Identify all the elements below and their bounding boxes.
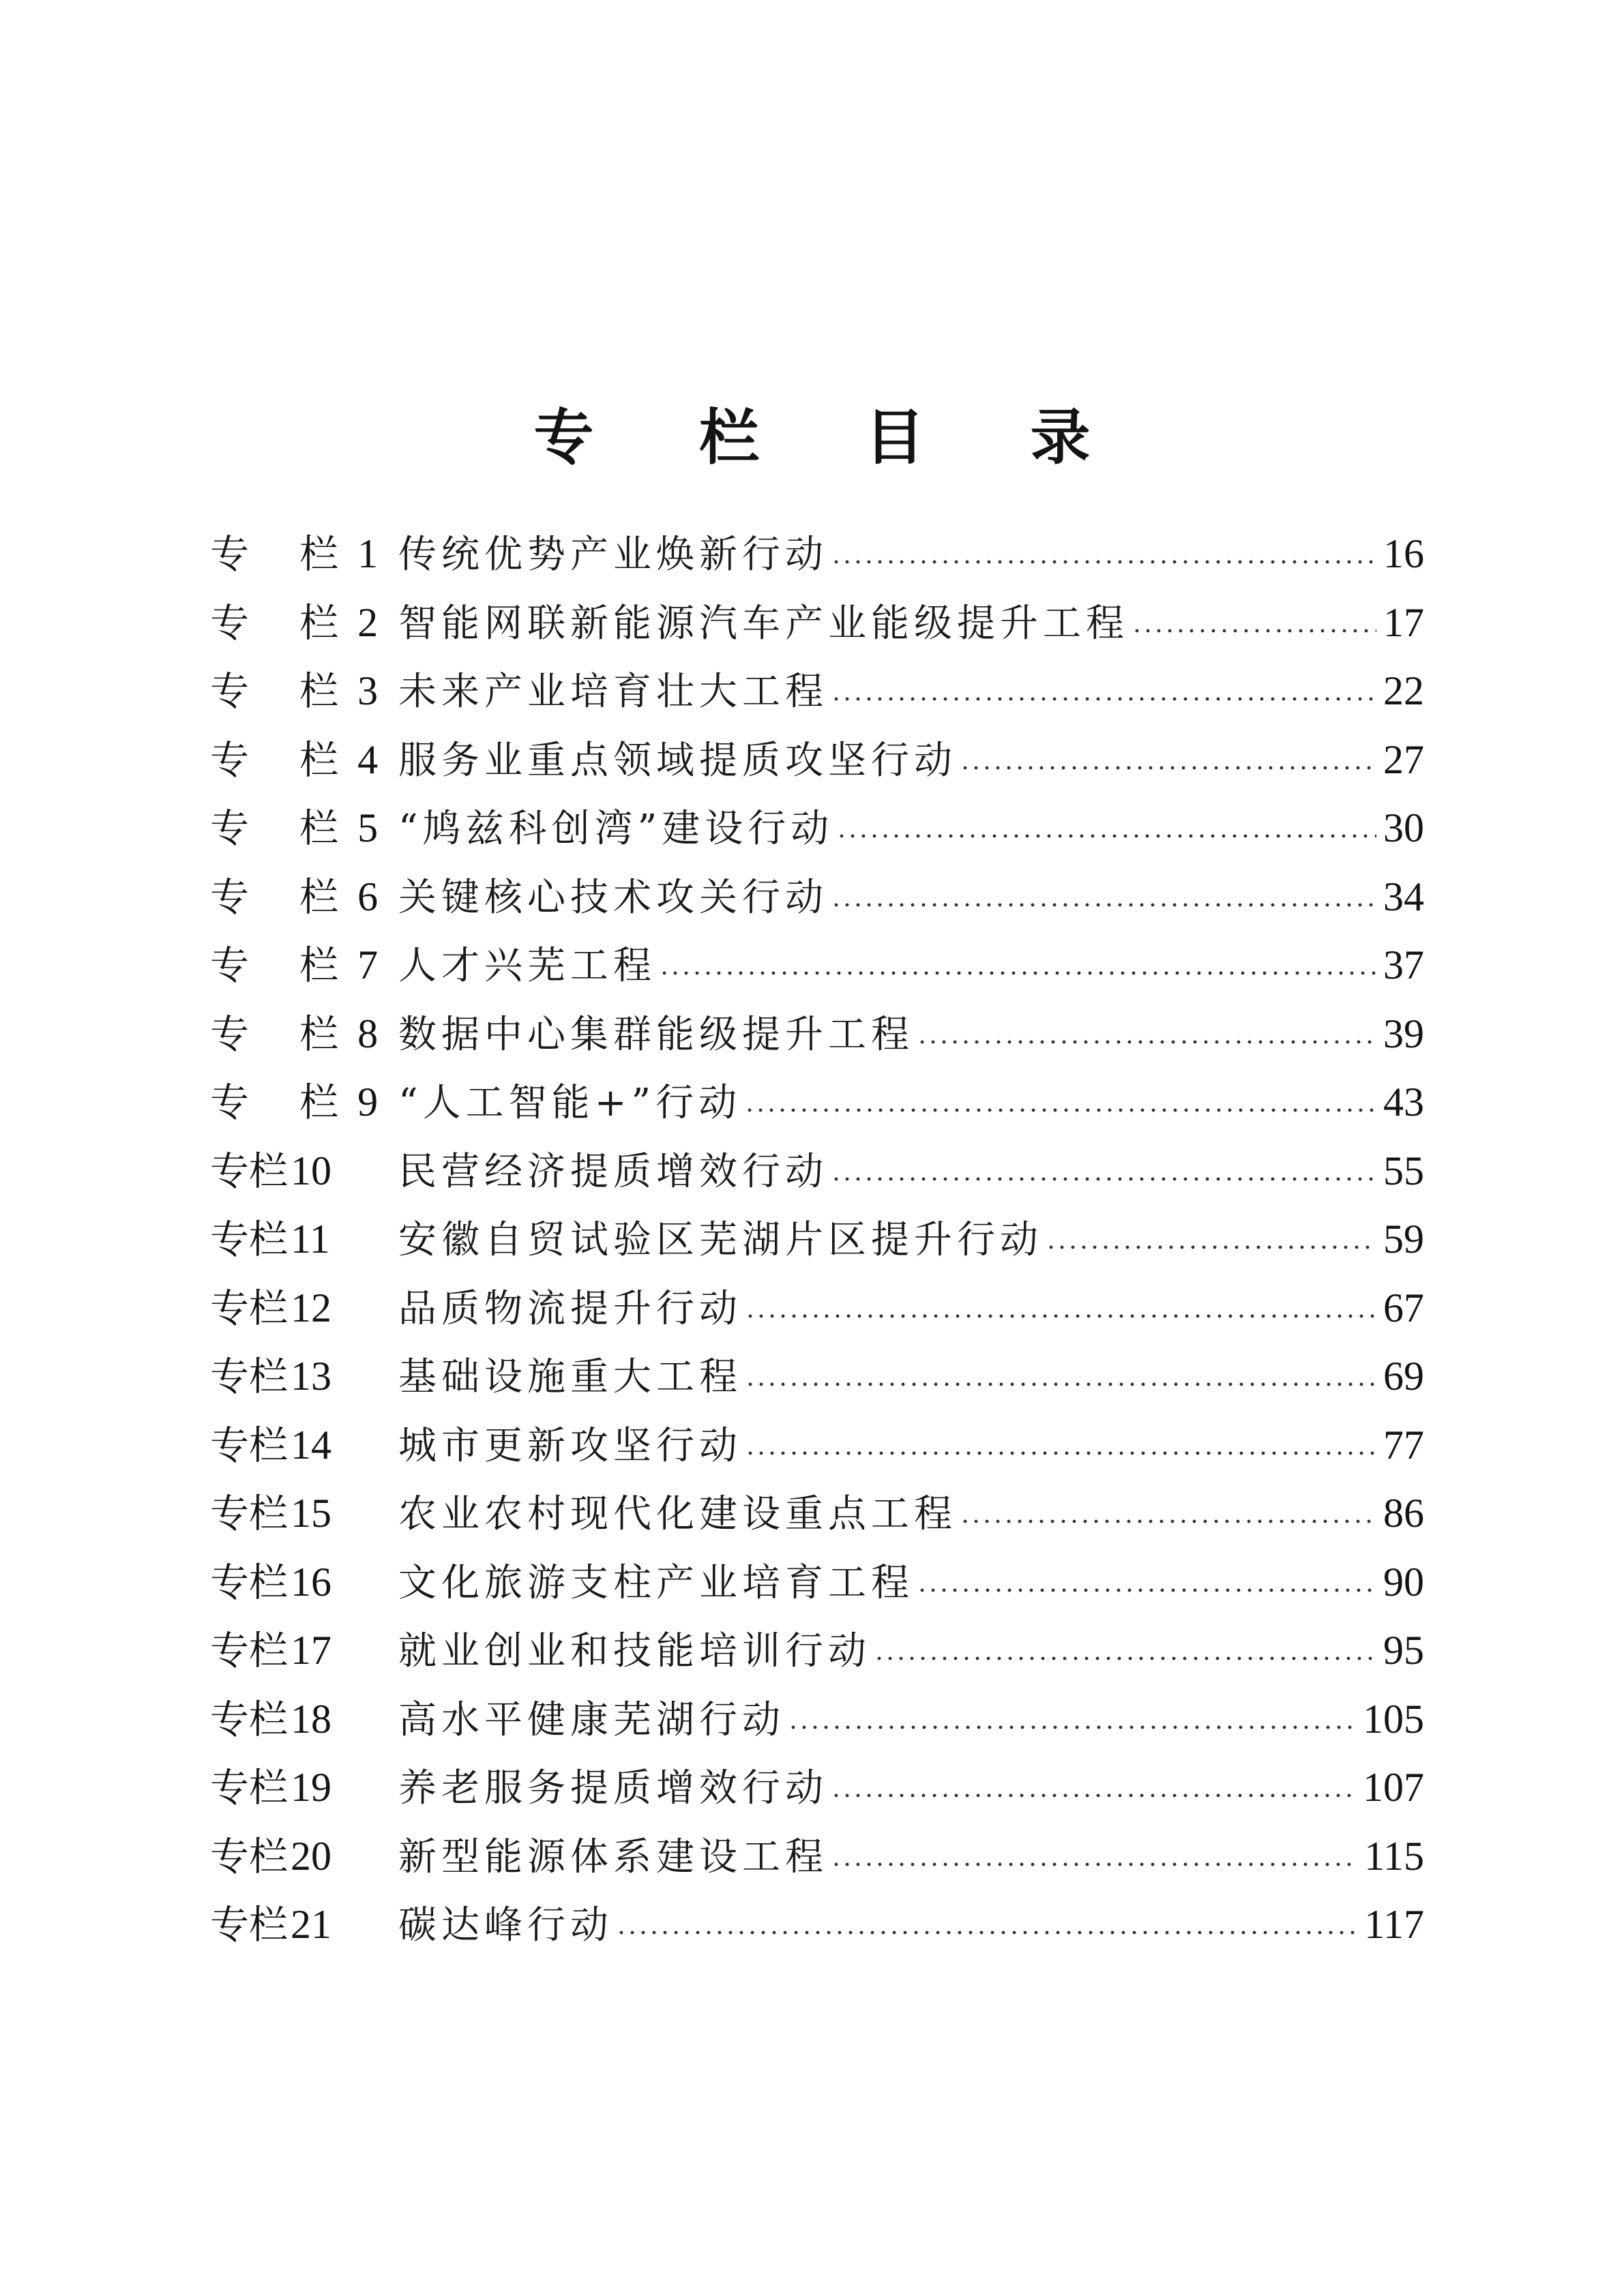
dot-leader <box>831 1793 1356 1798</box>
toc-entry-number: 21 <box>291 1902 331 1947</box>
toc-entry-number: 19 <box>291 1765 331 1810</box>
toc-entry[interactable] <box>210 863 1424 931</box>
toc-entry-prefix: 专栏 <box>210 1560 288 1605</box>
toc-entry-prefix: 专 栏 <box>210 943 358 988</box>
toc-entry-prefix: 专 栏 <box>210 532 358 577</box>
toc-entry-label <box>210 1616 398 1686</box>
toc-entry-number: 16 <box>291 1559 331 1605</box>
toc-entry-page-number: 105 <box>1363 1696 1424 1742</box>
dot-leader <box>836 834 1376 838</box>
toc-entry-number: 10 <box>291 1148 331 1193</box>
toc-entry-prefix: 专栏 <box>210 1903 288 1948</box>
toc-entry[interactable] <box>210 1822 1424 1891</box>
toc-entry-title: 高水平健康芜湖行动 <box>398 1697 785 1742</box>
toc-entry-label <box>210 1068 398 1137</box>
toc-entry-prefix: 专栏 <box>210 1217 288 1262</box>
toc-entry-title: 农业农村现代化建设重点工程 <box>398 1492 957 1536</box>
toc-entry-prefix: 专 栏 <box>210 1011 358 1057</box>
toc-entry-label <box>210 1890 398 1960</box>
toc-entry-label <box>210 726 398 795</box>
toc-entry-page-number: 43 <box>1383 1079 1424 1124</box>
toc-entry-number: 12 <box>291 1285 331 1330</box>
toc-entry[interactable] <box>210 1479 1424 1548</box>
toc-entry-prefix: 专 栏 <box>210 874 358 920</box>
toc-entry-number: 6 <box>357 874 379 919</box>
toc-entry-number: 15 <box>291 1491 331 1536</box>
page-title: 专 栏 目 录 <box>533 402 1133 473</box>
toc-entry-title: 品质物流提升行动 <box>398 1286 742 1331</box>
toc-entry-prefix: 专栏 <box>210 1765 288 1810</box>
toc-entry-page-number: 90 <box>1383 1559 1424 1605</box>
toc-entry-prefix: 专 栏 <box>210 1080 358 1125</box>
toc-entry-prefix: 专 栏 <box>210 806 358 851</box>
dot-leader <box>745 1451 1376 1455</box>
toc-entry-label <box>210 1205 398 1274</box>
toc-entry-page-number: 117 <box>1364 1902 1424 1947</box>
dot-leader <box>917 1588 1376 1592</box>
toc-entry[interactable] <box>210 1616 1424 1685</box>
dot-leader <box>744 1108 1376 1112</box>
toc-entry-prefix: 专栏 <box>210 1285 288 1331</box>
toc-entry-number: 20 <box>291 1833 331 1879</box>
toc-entry-title: 城市更新攻坚行动 <box>398 1423 742 1468</box>
toc-entry-page-number: 16 <box>1383 531 1424 576</box>
toc-entry-title: 新型能源体系建设工程 <box>398 1834 828 1879</box>
toc-entry[interactable] <box>210 1137 1424 1206</box>
toc-entry-number: 11 <box>291 1217 330 1262</box>
dot-leader <box>788 1725 1356 1729</box>
toc-entry-number: 1 <box>357 531 379 576</box>
toc-entry[interactable] <box>210 794 1424 863</box>
toc-entry-number: 9 <box>357 1079 379 1124</box>
toc-entry-number: 4 <box>357 736 379 782</box>
toc-entry-page-number: 115 <box>1364 1833 1424 1879</box>
toc-entry-label <box>210 657 398 726</box>
toc-entry-title: 智能网联新能源汽车产业能级提升工程 <box>398 601 1129 646</box>
toc-entry[interactable] <box>210 520 1424 588</box>
toc-entry[interactable] <box>210 588 1424 657</box>
toc-entry-label <box>210 1548 398 1617</box>
toc-entry-title: 基础设施重大工程 <box>398 1355 742 1399</box>
toc-entry-prefix: 专栏 <box>210 1628 288 1673</box>
toc-entry-label <box>210 1411 398 1480</box>
dot-leader <box>1132 629 1376 633</box>
toc-entry-number: 5 <box>357 805 379 850</box>
toc-entry-number: 14 <box>291 1422 331 1467</box>
toc-entry-page-number: 77 <box>1383 1422 1424 1467</box>
toc-entry-label <box>210 1479 398 1549</box>
toc-entry-prefix: 专 栏 <box>210 600 358 646</box>
toc-entry[interactable] <box>210 1753 1424 1822</box>
dot-leader <box>1046 1245 1376 1249</box>
toc-entry-title: 安徽自贸试验区芜湖片区提升行动 <box>398 1218 1043 1262</box>
dot-leader <box>616 1930 1357 1935</box>
toc-entry-page-number: 95 <box>1383 1628 1424 1673</box>
toc-entry[interactable] <box>210 657 1424 726</box>
toc-entry-number: 2 <box>357 599 379 645</box>
toc-entry-prefix: 专栏 <box>210 1697 288 1742</box>
toc-entry-title: “人工智能+”行动 <box>398 1081 742 1125</box>
toc-entry-prefix: 专栏 <box>210 1834 288 1879</box>
toc-entry-title: “鸠兹科创湾”建设行动 <box>398 807 834 851</box>
toc-entry-number: 3 <box>357 668 379 713</box>
toc-entry-title: 关键核心技术攻关行动 <box>398 875 828 920</box>
toc-entry-label <box>210 863 398 932</box>
toc-entry-label <box>210 794 398 863</box>
toc-entry-prefix: 专 栏 <box>210 669 358 714</box>
dot-leader <box>831 903 1376 907</box>
toc-entry-title: 未来产业培育壮大工程 <box>398 670 828 714</box>
toc-entry[interactable] <box>210 1548 1424 1617</box>
toc-entry[interactable] <box>210 1205 1424 1274</box>
dot-leader <box>831 560 1376 564</box>
toc-entry-page-number: 34 <box>1383 874 1424 919</box>
dot-leader <box>960 1519 1376 1523</box>
toc-entry[interactable] <box>210 1890 1424 1959</box>
toc-entry[interactable] <box>210 1685 1424 1754</box>
toc-entry-title: 数据中心集群能级提升工程 <box>398 1012 914 1057</box>
toc-entry[interactable] <box>210 1411 1424 1480</box>
toc-entry-number: 18 <box>291 1696 331 1742</box>
toc-entry-title: 传统优势产业焕新行动 <box>398 533 828 577</box>
toc-entry-title: 人才兴芜工程 <box>398 944 656 988</box>
toc-entry-page-number: 22 <box>1383 668 1424 713</box>
toc-entry-page-number: 55 <box>1383 1148 1424 1193</box>
toc-entry-prefix: 专栏 <box>210 1491 288 1536</box>
dot-leader <box>917 1040 1376 1044</box>
dot-leader <box>745 1382 1376 1386</box>
table-of-contents <box>210 520 1424 1959</box>
toc-entry-title: 碳达峰行动 <box>398 1903 613 1948</box>
toc-entry-page-number: 17 <box>1383 599 1424 645</box>
toc-entry-number: 8 <box>357 1011 379 1056</box>
toc-entry-prefix: 专栏 <box>210 1354 288 1399</box>
toc-entry-label <box>210 1753 398 1823</box>
toc-entry-label <box>210 1137 398 1206</box>
toc-entry-label <box>210 1000 398 1069</box>
toc-entry-title: 文化旅游支柱产业培育工程 <box>398 1560 914 1605</box>
dot-leader <box>745 1314 1376 1318</box>
toc-entry-title: 服务业重点领域提质攻坚行动 <box>398 738 957 783</box>
toc-entry-page-number: 86 <box>1383 1491 1424 1536</box>
toc-entry[interactable] <box>210 931 1424 1000</box>
dot-leader <box>960 766 1376 770</box>
toc-entry-title: 养老服务提质增效行动 <box>398 1766 828 1810</box>
toc-entry-page-number: 67 <box>1383 1285 1424 1330</box>
toc-entry[interactable] <box>210 1000 1424 1069</box>
toc-entry-prefix: 专栏 <box>210 1148 288 1194</box>
toc-entry-title: 就业创业和技能培训行动 <box>398 1629 871 1673</box>
toc-entry-page-number: 30 <box>1383 805 1424 850</box>
toc-entry-page-number: 69 <box>1383 1354 1424 1399</box>
dot-leader <box>831 1862 1357 1866</box>
toc-entry-label <box>210 588 398 658</box>
toc-entry[interactable] <box>210 1068 1424 1137</box>
toc-entry-label <box>210 931 398 1000</box>
toc-entry-number: 7 <box>357 942 379 987</box>
toc-entry-title: 民营经济提质增效行动 <box>398 1149 828 1194</box>
toc-entry-label <box>210 520 398 589</box>
dot-leader <box>831 697 1376 701</box>
toc-entry-page-number: 37 <box>1383 942 1424 987</box>
toc-entry-page-number: 107 <box>1363 1765 1424 1810</box>
toc-entry-page-number: 27 <box>1383 736 1424 782</box>
dot-leader <box>659 971 1376 975</box>
toc-entry[interactable] <box>210 1274 1424 1343</box>
toc-entry-page-number: 59 <box>1383 1217 1424 1262</box>
toc-entry-page-number: 39 <box>1383 1011 1424 1056</box>
toc-entry-prefix: 专栏 <box>210 1422 288 1468</box>
toc-entry-label <box>210 1342 398 1412</box>
toc-entry-number: 17 <box>291 1628 331 1673</box>
toc-entry-label <box>210 1274 398 1343</box>
toc-entry-prefix: 专 栏 <box>210 737 358 783</box>
toc-entry-number: 13 <box>291 1354 331 1399</box>
toc-entry[interactable] <box>210 726 1424 794</box>
dot-leader <box>874 1656 1376 1660</box>
toc-entry-label <box>210 1822 398 1892</box>
dot-leader <box>831 1177 1376 1181</box>
toc-entry[interactable] <box>210 1342 1424 1411</box>
toc-entry-label <box>210 1685 398 1755</box>
